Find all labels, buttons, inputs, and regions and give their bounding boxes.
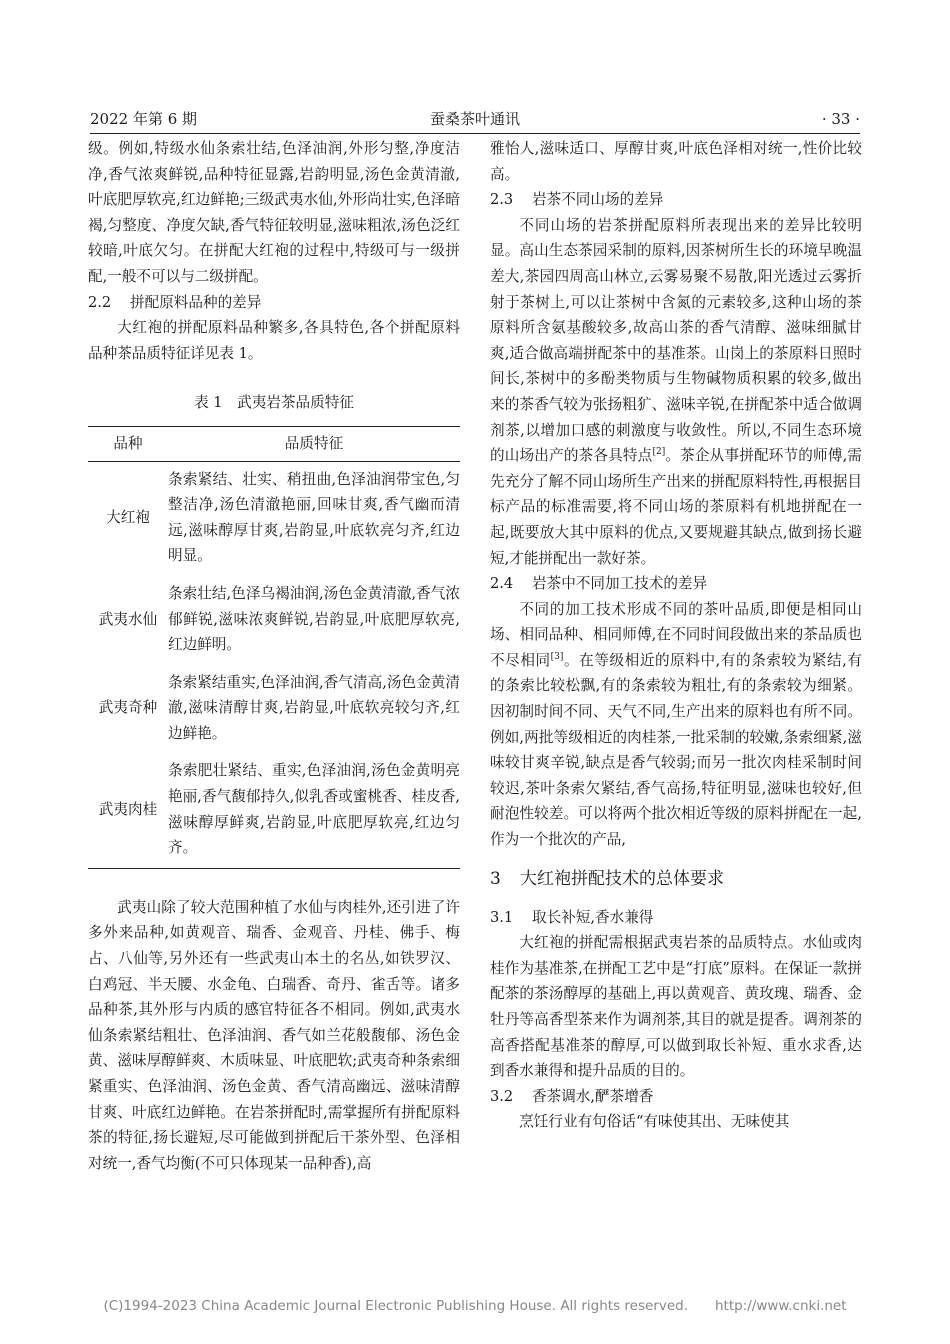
- quality-description: 条索壮结,色泽乌褐油润,汤色金黄清澈,香气浓郁鲜锐,滋味浓爽鲜锐,岩韵显,叶底肥厚软亮,红边鲜明。: [168, 584, 460, 654]
- paragraph: 大红袍的拼配需根据武夷岩茶的品质特点。水仙或肉桂作为基准茶,在拼配工艺中是“打底”原料。在保证一款拼配茶的茶汤醇厚的基础上,再以黄观音、黄玫瑰、瑞香、金牡丹等高香型茶来作为调剂茶,其目的就是提香。调剂茶的高香搭配基准茶的醇厚,可以做到取长补短、重水求香,达到香水兼得和提升品质的目的。: [490, 934, 862, 1080]
- paragraph: 武夷山除了较大范围种植了水仙与肉桂外,还引进了许多外来品种,如黄观音、瑞香、金观音、丹桂、佛手、梅占、八仙等,另外还有一些武夷山本土的名丛,如铁罗汉、白鸡冠、半天腰、水金龟、白瑞香、奇丹、雀舌等。诸多品种茶,其外形与内质的感官特征各不相同。例如,武夷水仙条索紧结粗壮、色泽油润、香气如兰花般馥郁、汤色金黄、滋味厚醇鲜爽、木质味显、叶底肥软;武夷奇种条索细紧重实、色泽油润、汤色金黄、香气清高幽远、滋味清醇甘爽、叶底红边鲜艳。在岩茶拼配时,需掌握所有拼配原料茶的特征,扬长避短,尽可能做到拼配后干茶外型、色泽相对统一,香气均衡(不可只体现某一品种香),高: [88, 898, 460, 1172]
- quality-description: 条索紧结重实,色泽油润,香气清高,汤色金黄清澈,滋味清醇甘爽,岩韵显,叶底软亮较匀齐,红边鲜艳。: [168, 673, 460, 742]
- table-row: [88, 665, 460, 754]
- paragraph-continued: 级。例如,特级水仙条索壮结,色泽油润,外形匀整,净度洁净,香气浓爽鲜锐,品种特征显露,岩韵明显,汤色金黄清澈,叶底肥厚软亮,红边鲜艳;三级武夷水仙,外形尚壮实,色泽暗褐,匀整度、净度欠缺,香气特征较明显,滋味粗浓,汤色泛红较暗,叶底欠匀。在拼配大红袍的过程中,特级可与一级拼配,一般不可以与二级拼配。: [88, 140, 460, 285]
- paragraph: [490, 597, 862, 853]
- page-number: · 33 ·: [821, 110, 860, 128]
- paragraph: [490, 213, 862, 571]
- section-title: 香茶调水,酽茶增香: [532, 1087, 654, 1105]
- paragraph: 大红袍的拼配原料品种繁多,各具特色,各个拼配原料品种茶品质特征详见表 1。: [88, 319, 460, 362]
- header-rule: [90, 133, 860, 134]
- issue-label: 2022 年第 6 期: [90, 110, 198, 128]
- variety-name: 武夷奇种: [98, 699, 158, 717]
- table-row: [88, 461, 460, 576]
- section-heading-3-2: [490, 1084, 862, 1110]
- variety-name: 大红袍: [106, 508, 150, 526]
- section-heading-3: [490, 865, 862, 893]
- section-number: 2.2: [88, 293, 112, 311]
- citation-ref: [3]: [550, 652, 564, 663]
- section-title: 大红袍拼配技术的总体要求: [520, 868, 724, 889]
- table-header-row: [88, 426, 460, 461]
- table-header-quality: 品质特征: [168, 426, 460, 461]
- copyright-footer: (C)1994-2023 China Academic Journal Electronic Publishing House. All rights reserved. http://www.cnki.net: [103, 1298, 847, 1314]
- right-column: [490, 136, 862, 1135]
- section-heading-2-4: [490, 571, 862, 597]
- paragraph: 烹饪行业有句俗话“有味使其出、无味使其: [519, 1113, 790, 1131]
- paragraph-text: 不同的加工技术形成不同的茶叶品质,即便是相同山场、相同品种、相同师傅,在不同时间段做出来的茶品质也不尽相同: [490, 600, 862, 669]
- quality-table: [88, 426, 460, 869]
- section-number: 3: [490, 868, 501, 889]
- section-heading-3-1: [490, 905, 862, 931]
- variety-name: 武夷肉桂: [88, 753, 168, 868]
- section-heading-2-2: [88, 290, 460, 316]
- variety-name: 武夷水仙: [98, 610, 158, 628]
- journal-title: 蚕桑茶叶通讯: [429, 110, 520, 128]
- section-number: 3.1: [490, 908, 514, 926]
- paragraph-text: 。在等级相近的原料中,有的条索较为紧结,有的条索比较松飘,有的条索较为粗壮,有的条索较为细紧。因初制时间不同、天气不同,生产出来的原料也有所不同。例如,两批等级相近的肉桂茶,一批采制的较嫩,条索细紧,滋味较甘爽辛锐,缺点是香气较弱;而另一批次肉桂采制时间较迟,茶叶条索欠紧结,香气高扬,特征明显,滋味也较好,但耐泡性较差。可以将两个批次相近等级的原料拼配在一起,作为一个批次的产品,: [490, 651, 862, 849]
- paragraph-text: 。茶企从事拼配环节的师傅,需先充分了解不同山场所生产出来的拼配原料特性,再根据目标产品的标准需要,将不同山场的茶原料有机地拼配在一起,既要放大其中原料的优点,又要规避其缺点,做到扬长避短,才能拼配出一款好茶。: [490, 447, 862, 567]
- paragraph-text: 不同山场的岩茶拼配原料所表现出来的差异比较明显。高山生态茶园采制的原料,因茶树所生长的环境早晚温差大,茶园四周高山林立,云雾易聚不易散,阳光透过云雾折射于茶树上,可以让茶树中含氮的元素较多,这种山场的茶原料所含氨基酸较多,故高山茶的香气清醇、滋味细腻甘爽,适合做高端拼配茶中的基准茶。山岗上的茶原料日照时间长,茶树中的多酚类物质与生物碱物质积累的较多,做出来的茶香气较为张扬粗犷、滋味辛锐,在拼配茶中适合做调剂茶,以增加口感的刺激度与收敛性。所以,不同生态环境的山场出产的茶各具特点: [490, 216, 862, 465]
- section-number: 2.3: [490, 191, 514, 209]
- section-title: 岩茶不同山场的差异: [532, 191, 664, 209]
- section-number: 2.4: [490, 575, 514, 593]
- section-title: 岩茶中不同加工技术的差异: [532, 575, 708, 593]
- section-title: 取长补短,香水兼得: [532, 908, 654, 926]
- table-row: [88, 753, 460, 868]
- table-caption: 表 1 武夷岩茶品质特征: [194, 394, 354, 412]
- section-heading-2-3: [490, 187, 862, 213]
- running-header: [90, 104, 860, 134]
- paragraph-continued: 雅怡人,滋味适口、厚醇甘爽,叶底色泽相对统一,性价比较高。: [490, 140, 862, 183]
- section-number: 3.2: [490, 1087, 514, 1105]
- quality-description: 条索紧结、壮实、稍扭曲,色泽油润带宝色,匀整洁净,汤色清澈艳丽,回味甘爽,香气幽而清远,滋味醇厚甘爽,岩韵显,叶底软亮匀齐,红边明显。: [168, 470, 460, 565]
- table-row: [88, 576, 460, 665]
- section-title: 拼配原料品种的差异: [130, 293, 262, 311]
- quality-description: 条索肥壮紧结、重实,色泽油润,汤色金黄明亮艳丽,香气馥郁持久,似乳香或蜜桃香、桂皮香,滋味醇厚鲜爽,岩韵显,叶底肥厚软亮,红边匀齐。: [168, 753, 460, 868]
- table-header-variety: 品种: [88, 426, 168, 461]
- citation-ref: [2]: [652, 447, 666, 458]
- left-column: [88, 136, 460, 1176]
